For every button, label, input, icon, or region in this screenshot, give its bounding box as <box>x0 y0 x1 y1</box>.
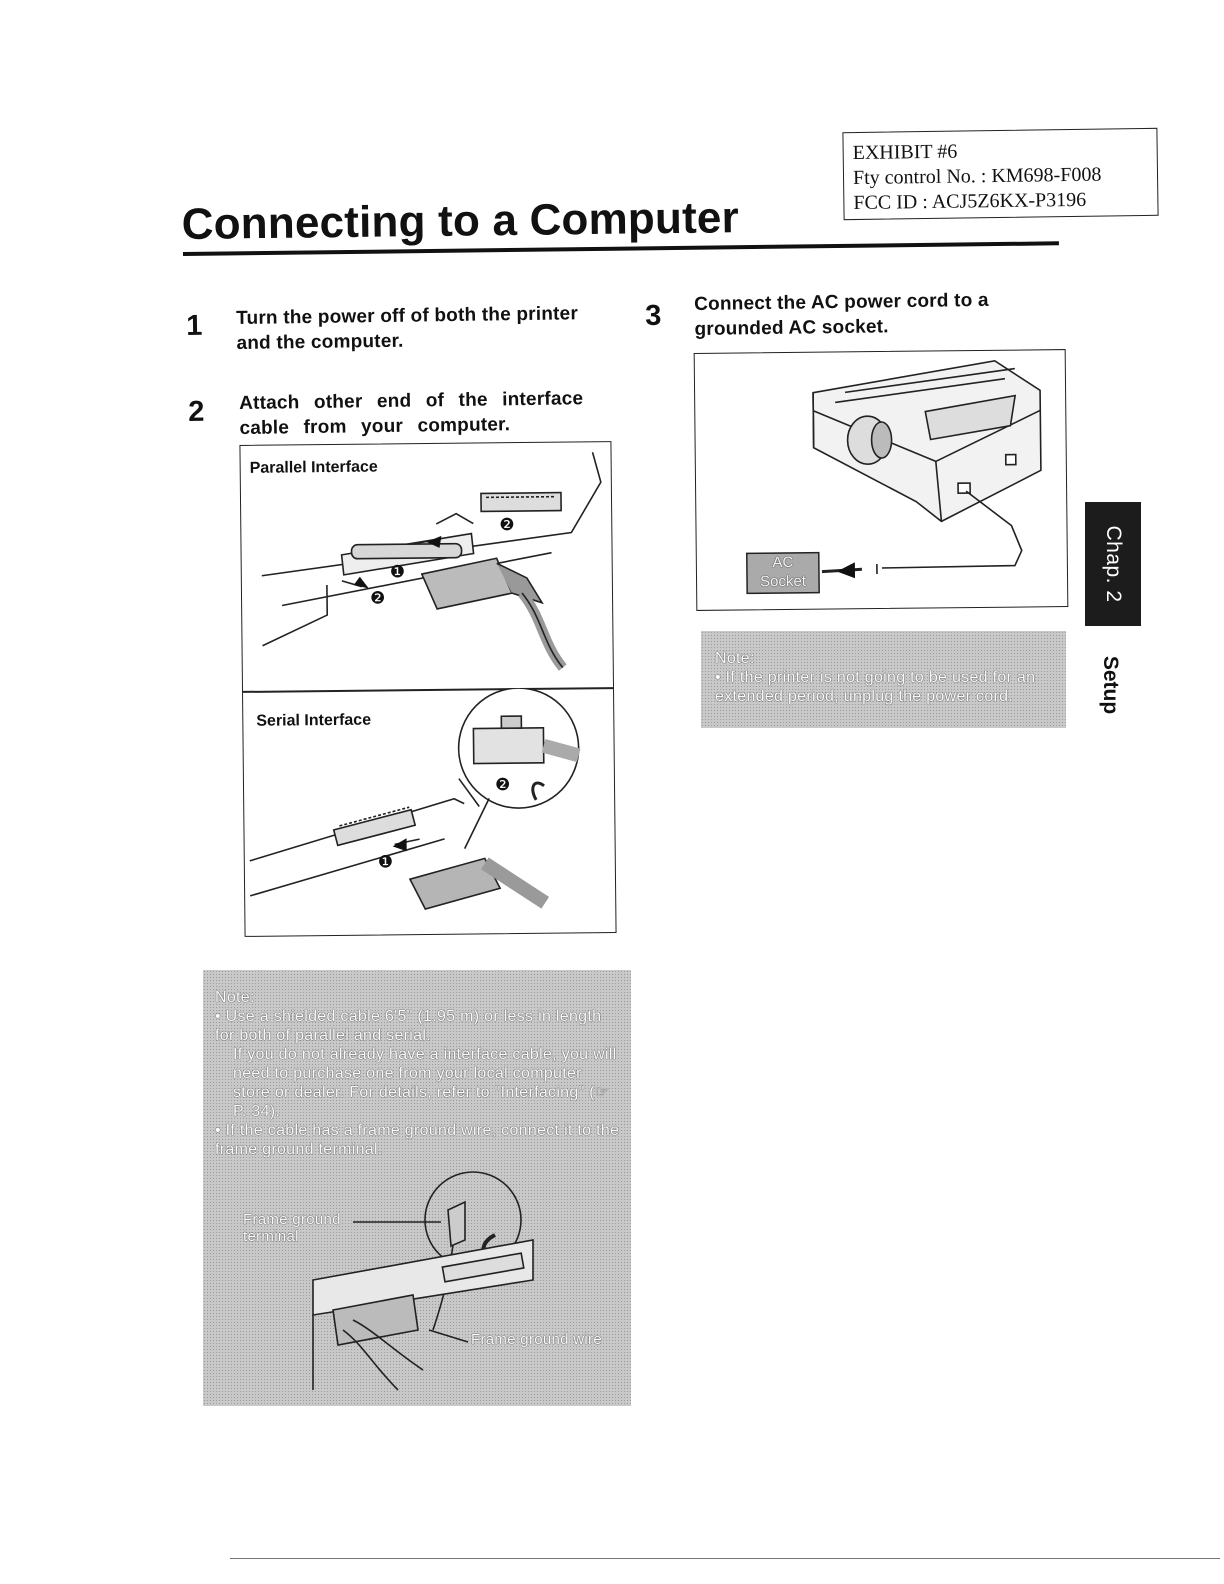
note-bullet-frame-ground: • If the cable has a frame ground wire, connect it to the frame ground terminal. <box>215 1122 620 1158</box>
note-heading: Note: <box>215 989 255 1006</box>
factory-control-number: Fty control No. : KM698-F008 <box>852 163 1102 190</box>
frame-ground-wire-label: Frame ground wire <box>471 1331 602 1348</box>
ac-socket-label: AC Socket <box>760 553 807 591</box>
note-bullet: • If the printer is not going to be used for an extended period, unplug the power cord. <box>715 669 1036 705</box>
step-marker-2: ❷ <box>369 588 386 608</box>
step-3-text: Connect the AC power cord to a grounded AC socket. <box>694 289 989 340</box>
section-label-text: Setup <box>1099 655 1122 715</box>
serial-marker-2: ❷ <box>494 775 511 795</box>
ac-socket-figure <box>694 349 1069 611</box>
parallel-interface-drawing <box>240 442 613 691</box>
note-bullet-purchase: If you do not already have a interface cable, you will need to purchase one from your local computer store or dealer. For details, refer to "Interfacing" (☞ P. 34). <box>233 1046 617 1120</box>
serial-interface-drawing <box>243 687 616 936</box>
interface-figure <box>239 441 616 937</box>
note-power-cord-text <box>715 649 1060 706</box>
parallel-interface-label: Parallel Interface <box>249 458 378 477</box>
bottom-scan-line <box>230 1558 1220 1559</box>
note-power-cord <box>701 631 1066 728</box>
serial-interface-label: Serial Interface <box>256 711 372 730</box>
step-2-text: Attach other end of the interface cable from your computer. <box>239 388 584 439</box>
chapter-tab <box>1085 502 1141 626</box>
fcc-id: FCC ID : ACJ5Z6KX-P3196 <box>853 188 1087 215</box>
serial-marker-1: ❶ <box>377 852 394 872</box>
note-interface-cable <box>203 970 631 1406</box>
exhibit-stamp <box>842 128 1158 220</box>
step-2-number: 2 <box>188 395 205 428</box>
section-label <box>1096 655 1124 715</box>
step-1-number: 1 <box>186 309 203 342</box>
step-marker-2-upper: ❷ <box>499 515 515 535</box>
page-title: Connecting to a Computer <box>181 193 740 250</box>
note-bullet-shielded-cable: • Use a shielded cable 6'5" (1.95 m) or less in length for both of parallel and serial. <box>215 1008 602 1044</box>
step-marker-1: ❶ <box>389 562 406 582</box>
step-3-number: 3 <box>645 299 662 332</box>
note-heading: Note: <box>715 650 755 667</box>
step-1-text: Turn the power off of both the printer and the computer. <box>236 303 579 354</box>
frame-ground-terminal-label: Frame ground terminal <box>243 1211 341 1245</box>
chapter-tab-label: Chap. 2 <box>1102 525 1125 603</box>
exhibit-number: EXHIBIT #6 <box>852 140 958 165</box>
